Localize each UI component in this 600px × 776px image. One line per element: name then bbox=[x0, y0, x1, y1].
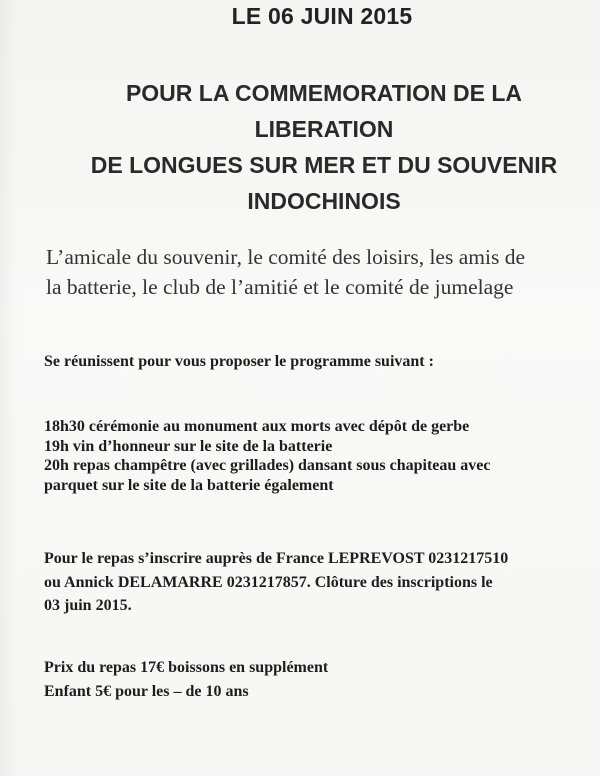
program-item: 20h repas champêtre (avec grillades) dansant sous chapiteau avec bbox=[44, 457, 491, 474]
price-line: Prix du repas 17€ boissons en supplément bbox=[44, 659, 329, 676]
program-lead: Se réunissent pour vous proposer le programme suivant : bbox=[44, 353, 434, 370]
price-paragraph bbox=[44, 656, 328, 703]
title-line: INDOCHINOIS bbox=[247, 188, 401, 214]
registration-line: 03 juin 2015. bbox=[44, 597, 132, 614]
title-line: POUR LA COMMEMORATION DE LA bbox=[125, 80, 523, 106]
registration-line: ou Annick DELAMARRE 0231217857. Clôture des inscriptions le bbox=[44, 573, 493, 591]
price-line: Enfant 5€ pour les – de 10 ans bbox=[44, 682, 249, 700]
registration-line: Pour le repas s’inscrire auprès de France LEPREVOST 0231217510 bbox=[44, 550, 509, 567]
event-date: LE 06 JUIN 2015 bbox=[231, 3, 413, 29]
organizers-paragraph bbox=[46, 242, 600, 302]
program-item: 19h vin d’honneur sur le site de la batterie bbox=[44, 437, 333, 455]
program-item: 18h30 cérémonie au monument aux morts avec dépôt de gerbe bbox=[44, 418, 470, 435]
program-item: parquet sur le site de la batterie également bbox=[44, 476, 334, 494]
program-list bbox=[44, 417, 491, 495]
scan-shadow bbox=[0, 0, 18, 776]
intro-line: L’amicale du souvenir, le comité des loisirs, les amis de bbox=[46, 245, 525, 269]
title-line: DE LONGUES SUR MER ET DU SOUVENIR bbox=[90, 152, 558, 178]
title-line: LIBERATION bbox=[254, 116, 394, 142]
flyer-title bbox=[60, 75, 588, 219]
intro-line: la batterie, le club de l’amitié et le comité de jumelage bbox=[46, 275, 514, 299]
registration-paragraph bbox=[44, 547, 508, 618]
